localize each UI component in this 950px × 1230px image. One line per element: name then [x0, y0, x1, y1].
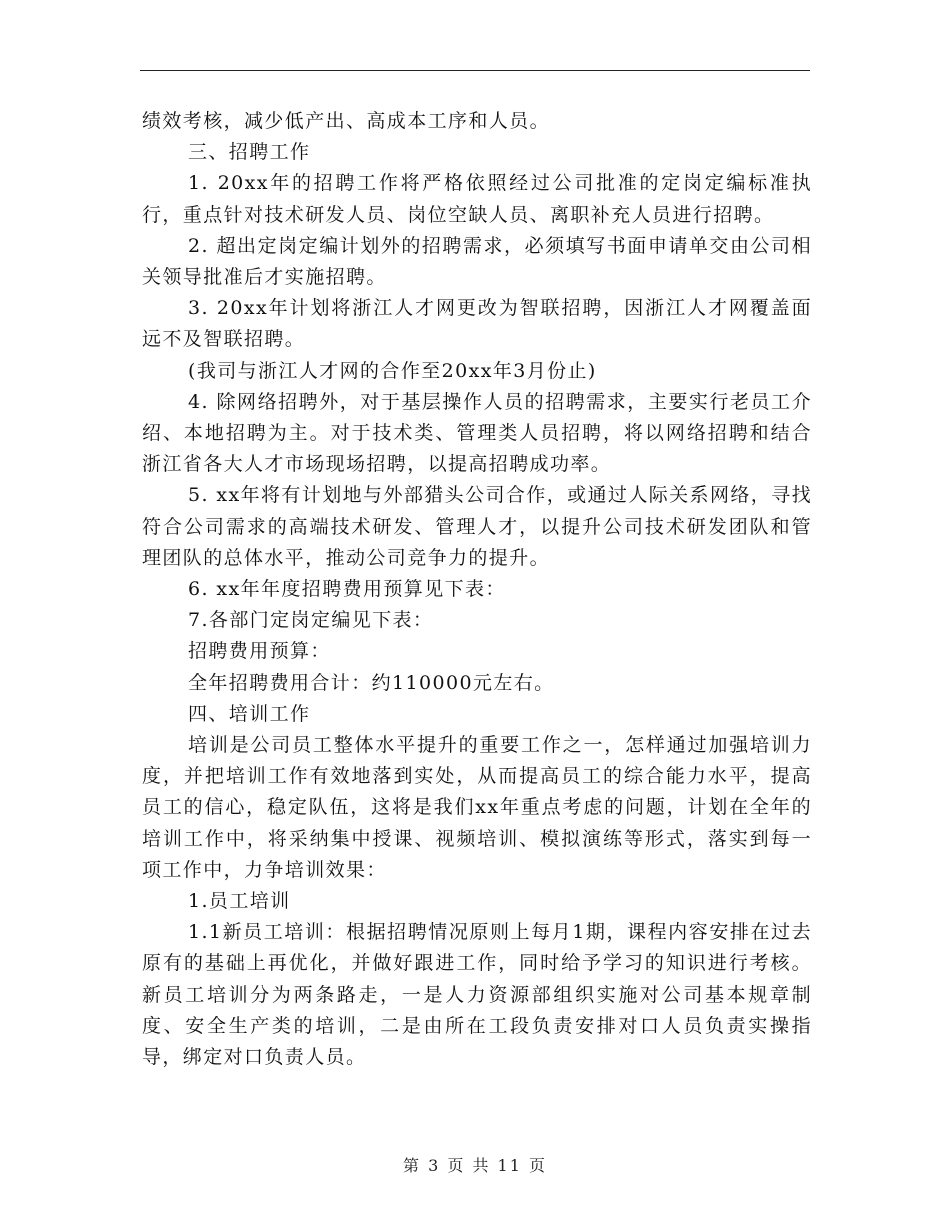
paragraph-note: (我司与浙江人才网的合作至20xx年3月份止): [188, 359, 597, 382]
paragraph: 1.1新员工培训：根据招聘情况原则上每月1期，课程内容安排在过去原有的基础上再优化，并做好跟进工作，同时给予学习的知识进行考核。新员工培训分为两条路走，一是人力资源部组织实施对公司基本规章制度、安全生产类的培训，二是由所在工段负责安排对口人员负责实操指导，绑定对口负责人员。: [142, 921, 812, 1069]
paragraph: 1. 20xx年的招聘工作将严格依照经过公司批准的定岗定编标准执行，重点针对技术研发人员、岗位空缺人员、离职补充人员进行招聘。: [142, 172, 812, 226]
paragraph: 6. xx年年度招聘费用预算见下表：: [188, 578, 506, 601]
section-heading-training: 四、培训工作: [188, 702, 311, 725]
paragraph: 7.各部门定岗定编见下表：: [188, 609, 434, 632]
section-heading-recruitment: 三、招聘工作: [188, 141, 311, 164]
subsection-heading: 1.员工培训: [188, 890, 291, 913]
paragraph: 培训是公司员工整体水平提升的重要工作之一，怎样通过加强培训力度，并把培训工作有效地落到实处，从而提高员工的综合能力水平，提高员工的信心，稳定队伍，这将是我们xx年重点考虑的问题，计划在全年的培训工作中，将采纳集中授课、视频培训、模拟演练等形式，落实到每一项工作中，力争培训效果：: [142, 734, 812, 881]
paragraph: 全年招聘费用合计：约110000元左右。: [188, 671, 555, 694]
document-body: [142, 106, 812, 1073]
header-rule: [140, 70, 810, 71]
page-number: 第 3 页 共 11 页: [403, 1156, 547, 1175]
paragraph: 5. xx年将有计划地与外部猎头公司合作，或通过人际关系网络，寻找符合公司需求的高端技术研发、管理人才，以提升公司技术研发团队和管理团队的总体水平，推动公司竞争力的提升。: [142, 484, 812, 569]
paragraph: 4. 除网络招聘外，对于基层操作人员的招聘需求，主要实行老员工介绍、本地招聘为主。对于技术类、管理类人员招聘，将以网络招聘和结合浙江省各大人才市场现场招聘，以提高招聘成功率。: [142, 390, 812, 476]
paragraph: 招聘费用预算：: [188, 640, 331, 663]
paragraph: 2. 超出定岗定编计划外的招聘需求，必须填写书面申请单交由公司相关领导批准后才实施招聘。: [142, 234, 812, 289]
paragraph: 3. 20xx年计划将浙江人才网更改为智联招聘，因浙江人才网覆盖面远不及智联招聘。: [142, 297, 812, 351]
paragraph: 绩效考核，减少低产出、高成本工序和人员。: [142, 110, 551, 132]
